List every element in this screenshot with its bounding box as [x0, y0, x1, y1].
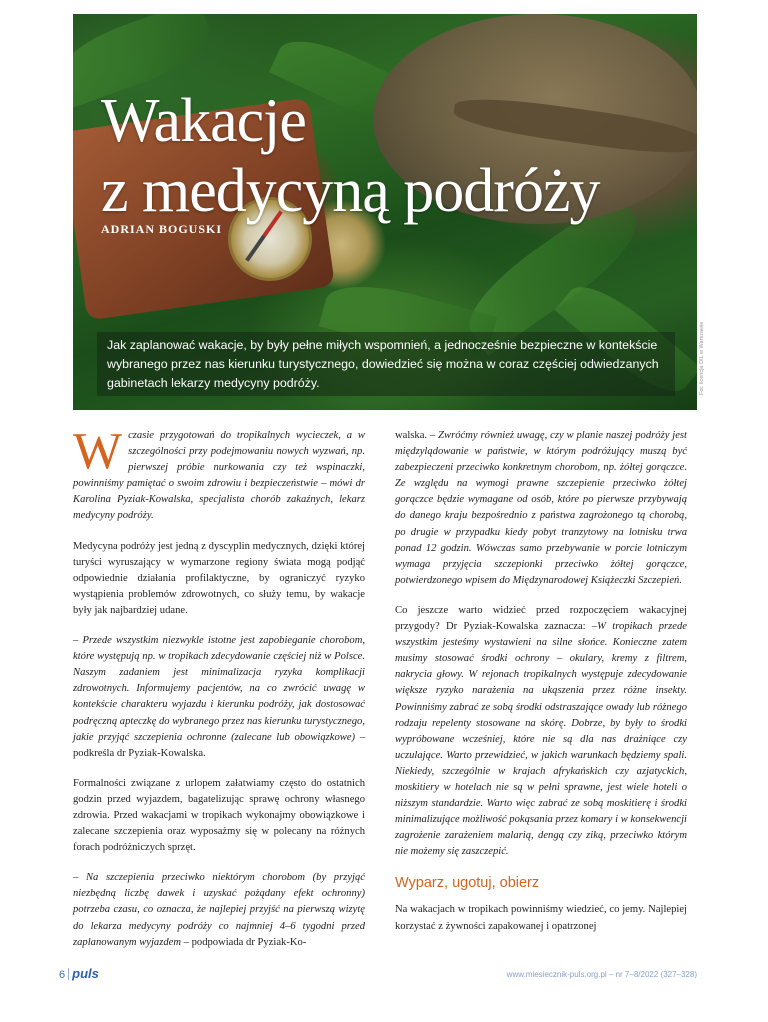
title-line-2: z medycyną podróży [101, 157, 600, 225]
left-column [73, 423, 365, 965]
paragraph: Formalności związane z urlopem załatwiamy często do ostatnich godzin przed wyjazdem, bagatelizując sprawę ochrony własnego zdrowia. Przed wakacjami w tropikach wykonajmy obowiązkowe i zalecane szczepienia oraz wyposażmy się w polecany na różnych forach podróżniczych sprzęt. [73, 777, 365, 854]
paragraph: – Przede wszystkim niezwykle istotne jest zapobieganie chorobom, które występują np. w tropikach zdecydowanie częściej niż w Polsce. Naszym zadaniem jest minimalizacja ryzyka komplikacji zdrowotnych. Informujemy pacjentów, na co zwrócić uwagę w kontekście charakteru wyjazdu i kierunku podróży, jak dostosować podręczną apteczkę do wybranego przez nas kierunku turystycznego, jakie przyjąć szczepienia ochronne (zalecane lub obowiązkowe) – podkreśla dr Pyziak-Kowalska. [73, 635, 365, 759]
paragraph: Wczasie przygotowań do tropikalnych wycieczek, a w szczególności przy podejmowaniu nowych wyzwań, np. pierwszej próbie nurkowania czy też wspinaczki, powinniśmy pamiętać o swoim zdrowiu i bezpieczeństwie – mówi dr Karolina Pyziak-Kowalska, specjalista chorób zakaźnych, lekarz medycyny podróży. [73, 423, 365, 522]
brand-logo: puls [72, 966, 99, 981]
footer-separator [68, 968, 69, 980]
article-title [101, 86, 599, 226]
footer-page-info [59, 966, 99, 981]
paragraph: walska. – Zwróćmy również uwagę, czy w planie naszej podróży jest międzylądowanie w państwie, w którym podróżujący muszą być zabezpieczeni przeciwko konkretnym chorobom, np. żółtej gorączce. Ze względu na wymogi prawne szczepienie przeciwko żółtej gorączce będzie wymagane od osób, które po pierwsze przybywają do danego kraju bezpośrednio z państwa zagrożonego tą chorobą, po drugie w przypadku kiedy pobyt tranzytowy na lotnisku trwa ponad 12 godzin. Wówczas samo przebywanie w porcie lotniczym wymaga przyjęcia szczepionki przeciwko żółtej gorączce, potwierdzonego wpisem do Międzynarodowej Książeczki Szczepień. [395, 430, 688, 586]
footer-issue-info: www.miesiecznik-puls.org.pl – nr 7–8/2022 (327–328) [506, 970, 697, 979]
page-number: 6 [59, 969, 66, 981]
title-line-1: Wakacje [101, 87, 306, 155]
photo-credit: Fot. licencja OIL w Warszawie [699, 321, 705, 395]
section-subheading: Wyparz, ugotuj, obierz [395, 875, 540, 892]
paragraph: Medycyna podróży jest jedną z dyscyplin medycznych, dzięki której turyści wyruszający w wymarzone regiony świata mogą podjąć odpowiednie działania profilaktyczne, by ograniczyć ryzyko wystąpienia problemów zdrowotnych, co służy temu, by wakacje były jak najbardziej udane. [73, 540, 365, 616]
hero-image [73, 14, 697, 410]
drop-cap: W [73, 423, 123, 480]
article-lead: Jak zaplanować wakacje, by były pełne miłych wspomnień, a jednocześnie bezpieczne w kontekście wybranego przez nas kierunku turystycznego, dowiedzieć się można w coraz częściej odwiedzanych gabinetach lekarzy medycyny podróży. [107, 338, 659, 390]
author-byline: ADRIAN BOGUSKI [101, 222, 223, 236]
paragraph: Co jeszcze warto widzieć przed rozpoczęciem wakacyjnej przygody? Dr Pyziak-Kowalska zaznacza: –W tropikach przede wszystkim jesteśmy wystawieni na silne słońce. Konieczne zatem musimy stosować środki ochrony – okulary, kremy z filtrem, nakrycia głowy. W rejonach tropikalnych występuje zdecydowanie większe ryzyko narażenia na ukąszenia przez różne insekty. Powinniśmy zabrać ze sobą środki odstraszające owady lub różnego rodzaju repelenty stosowane na skórę. Dobrze, by były to środki wypróbowane wcześniej, które nie są dla nas drażniące czy uczulające. Warto przewidzieć, w jakich warunkach będziemy spali. Niekiedy, szczególnie w krajach afrykańskich czy azjatyckich, moskitiery w hotelach nie są w pełni sprawne, jest wiele hoteli o niższym standardzie. Warto więc zabrać ze sobą moskitierę i środki minimalizujące możliwość pokąsania przez komary i w konsekwencji zagrożenie zarażeniem malarią, dengą czy ziką, przeciwko którym nie możemy się zaszczepić. [395, 604, 687, 858]
right-column [395, 428, 687, 949]
paragraph: Na wakacjach w tropikach powinniśmy wiedzieć, co jemy. Najlepiej korzystać z żywności zapakowanej i opatrzonej [395, 904, 687, 932]
paragraph: – Na szczepienia przeciwko niektórym chorobom (by przyjąć niezbędną liczbę dawek i uzyskać pożądany efekt ochronny) potrzeba czasu, co oznacza, że najlepiej przyjść na pierwszą wizytę do lekarza medycyny podróży co najmniej 4–6 tygodni przed zaplanowanym wyjazdem – podpowiada dr Pyziak-Ko- [73, 872, 365, 948]
